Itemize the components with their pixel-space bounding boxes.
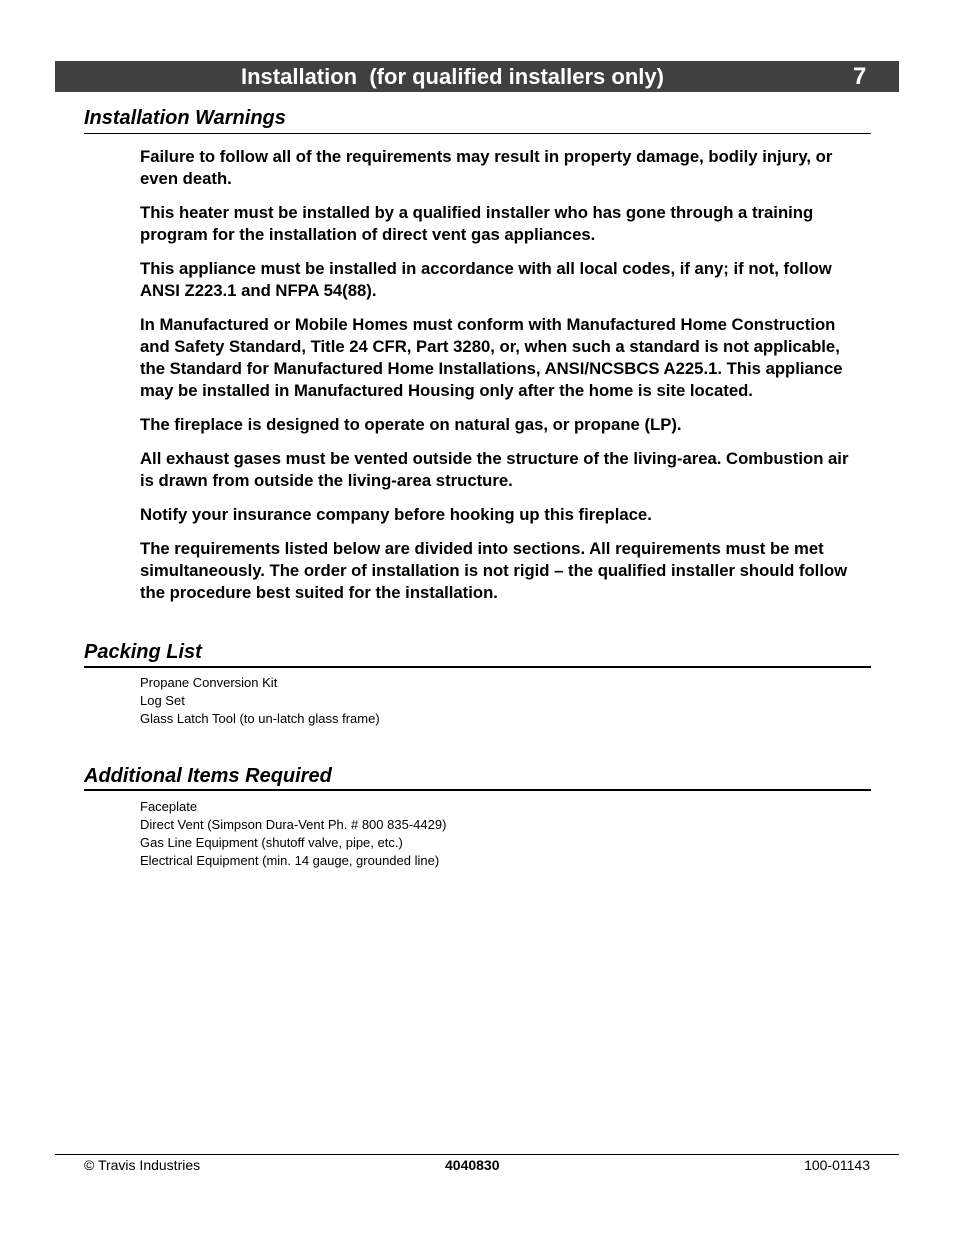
installation-warnings-body <box>140 146 860 616</box>
footer-divider <box>55 1154 899 1155</box>
section-divider <box>84 133 871 134</box>
warning-paragraph: Notify your insurance company before hooking up this fireplace. <box>140 505 652 524</box>
list-item: Log Set <box>140 693 185 708</box>
warning-paragraph: This appliance must be installed in accordance with all local codes, if any; if not, follow ANSI Z223.1 and NFPA 54(88). <box>140 259 832 300</box>
warning-paragraph: The fireplace is designed to operate on natural gas, or propane (LP). <box>140 415 682 434</box>
list-item: Gas Line Equipment (shutoff valve, pipe, etc.) <box>140 835 403 850</box>
page-number: 7 <box>853 63 867 90</box>
warning-paragraph: This heater must be installed by a qualified installer who has gone through a training program for the installation of direct vent gas appliances. <box>140 203 814 244</box>
packing-list <box>140 674 380 728</box>
additional-items-heading: Additional Items Required <box>84 765 332 787</box>
warning-paragraph: The requirements listed below are divided into sections. All requirements must be met simultaneously. The order of installation is not rigid – the qualified installer should follow the procedure best suited for the installation. <box>140 539 848 602</box>
section-divider <box>84 789 871 791</box>
list-item: Direct Vent (Simpson Dura-Vent Ph. # 800 835-4429) <box>140 817 447 832</box>
footer-doc-number: 4040830 <box>445 1157 500 1173</box>
warning-paragraph: Failure to follow all of the requirements may result in property damage, bodily injury, or even death. <box>140 147 833 188</box>
footer-copyright: © Travis Industries <box>84 1157 201 1173</box>
list-item: Glass Latch Tool (to un-latch glass frame) <box>140 711 380 726</box>
page-header-bar <box>55 61 899 92</box>
warning-paragraph: All exhaust gases must be vented outside the structure of the living-area. Combustion air is drawn from outside the living-area structure. <box>140 449 849 490</box>
installation-warnings-heading: Installation Warnings <box>84 107 286 129</box>
footer-part-number: 100-01143 <box>804 1157 870 1173</box>
list-item: Faceplate <box>140 799 198 814</box>
page-title: Installation (for qualified installers only) <box>241 64 664 89</box>
section-divider <box>84 666 871 668</box>
packing-list-heading: Packing List <box>84 641 202 663</box>
list-item: Electrical Equipment (min. 14 gauge, grounded line) <box>140 853 440 868</box>
list-item: Propane Conversion Kit <box>140 675 278 690</box>
warning-paragraph: In Manufactured or Mobile Homes must conform with Manufactured Home Construction and Safety Standard, Title 24 CFR, Part 3280, or, when such a standard is not applicable, the Standard for Manufactured Home Installations, ANSI/NCSBCS A225.1. This appliance may be installed in Manufactured Housing only after the home is site located. <box>140 315 843 400</box>
additional-items-list <box>140 798 446 870</box>
